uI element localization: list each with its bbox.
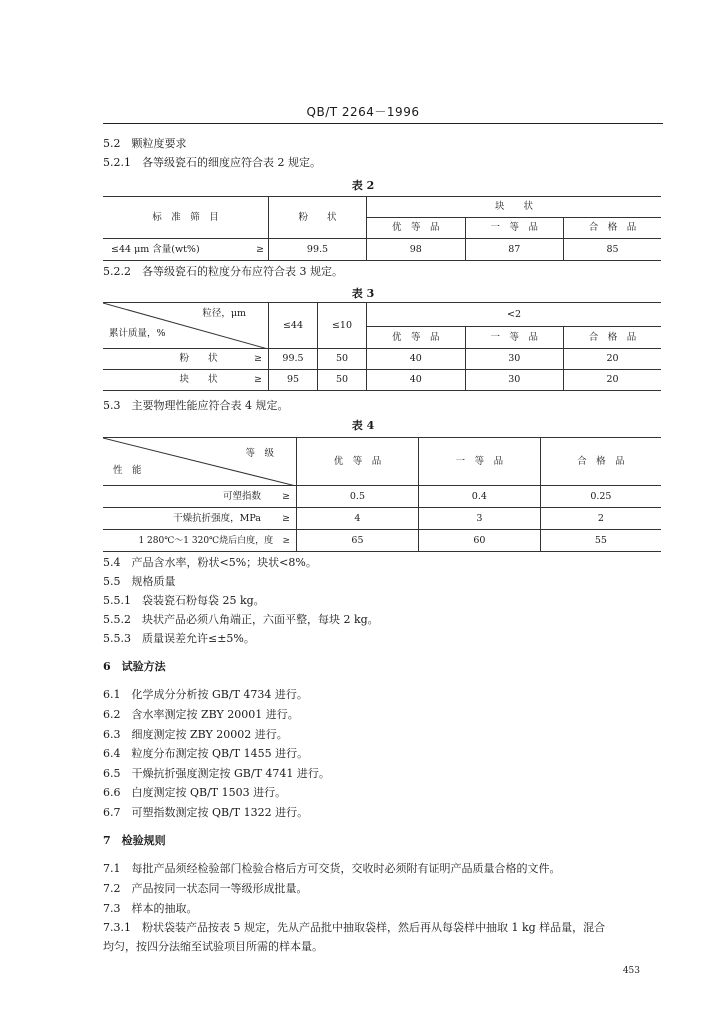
table3-grade-3: 合 格 品	[564, 327, 662, 349]
section-7-title: 7 检验规则	[103, 834, 166, 847]
table4-diagonal-line	[103, 438, 296, 486]
table4-row-3-label	[103, 530, 297, 552]
table3-caption: 表 3	[351, 287, 375, 300]
table4-cell: 0.5	[297, 486, 419, 508]
page-number: 453	[622, 966, 640, 976]
section-5-3-text: 5.3 主要物理性能应符合表 4 规定。	[103, 399, 289, 412]
table4-grade-3: 合 格 品	[540, 438, 661, 486]
table-2	[103, 196, 661, 261]
table3-cell: 99.5	[269, 349, 318, 370]
section-7-3-text: 7.3 样本的抽取。	[103, 902, 198, 915]
table3-header-2: <2	[367, 303, 662, 327]
table4-cell: 0.4	[418, 486, 540, 508]
section-5-2-title: 5.2 颗粒度要求	[103, 137, 187, 150]
section-5-5-2-text: 5.5.2 块状产品必须八角端正，六面平整，每块 2 kg。	[103, 613, 379, 626]
table3-header-44: ≤44	[269, 303, 318, 349]
section-6-4-text: 6.4 粒度分布测定按 QB/T 1455 进行。	[103, 747, 309, 760]
table3-cell: 40	[367, 349, 466, 370]
section-6-7-text: 6.7 可塑指数测定按 QB/T 1322 进行。	[103, 806, 309, 819]
section-6-2-text: 6.2 含水率测定按 ZBY 20001 进行。	[103, 708, 299, 721]
table2-row-label	[103, 239, 269, 261]
table2-value-grade-1: 98	[367, 239, 466, 261]
section-7-3-1-text: 7.3.1 粉状袋装产品按表 5 规定，先从产品批中抽取袋样，然后再从每袋样中抽取 1 kg 样品量，混合	[103, 921, 606, 934]
table3-diag-bottom: 累计质量，%	[109, 328, 166, 339]
table3-cell: 20	[564, 370, 662, 391]
section-5-5-title: 5.5 规格质量	[103, 575, 176, 588]
table3-cell: 95	[269, 370, 318, 391]
table4-cell: 65	[297, 530, 419, 552]
table-row	[103, 349, 661, 370]
table4-row-3-text: 1 280℃～1 320℃烧后白度，度	[138, 535, 274, 546]
table4-grade-2: 一 等 品	[418, 438, 540, 486]
table3-row-2-text: 块 状	[179, 374, 218, 385]
section-5-2-1-text: 5.2.1 各等级瓷石的细度应符合表 2 规定。	[103, 156, 321, 169]
table2-header-item: 标 准 筛 目	[103, 197, 269, 239]
table2-grade-3: 合 格 品	[564, 218, 662, 239]
table-row	[103, 486, 661, 508]
table4-cell: 3	[418, 508, 540, 530]
table3-header-10: ≤10	[318, 303, 367, 349]
table2-caption: 表 2	[351, 179, 375, 192]
table4-cell: 4	[297, 508, 419, 530]
table2-grade-1: 优 等 品	[367, 218, 466, 239]
table3-row-2-sign: ≥	[254, 374, 262, 385]
section-5-5-1-text: 5.5.1 袋装瓷石粉每袋 25 kg。	[103, 594, 265, 607]
table4-grade-1: 优 等 品	[297, 438, 419, 486]
table4-cell: 60	[418, 530, 540, 552]
standard-code-header: QB/T 2264－1996	[306, 105, 420, 119]
section-6-6-text: 6.6 白度测定按 QB/T 1503 进行。	[103, 786, 287, 799]
table3-grade-2: 一 等 品	[465, 327, 564, 349]
table3-row-1-sign: ≥	[254, 353, 262, 364]
table4-cell: 0.25	[540, 486, 661, 508]
table3-diag-top: 粒径，μm	[202, 308, 246, 319]
table2-value-powder: 99.5	[269, 239, 367, 261]
section-6-1-text: 6.1 化学成分分析按 GB/T 4734 进行。	[103, 688, 308, 701]
section-6-3-text: 6.3 细度测定按 ZBY 20002 进行。	[103, 728, 288, 741]
table4-row-1-text: 可塑指数	[222, 490, 261, 502]
table-row	[103, 530, 661, 552]
table4-row-2-text: 干燥抗折强度，MPa	[173, 512, 261, 524]
table3-cell: 40	[367, 370, 466, 391]
table4-row-1-sign: ≥	[282, 490, 290, 502]
table-row	[103, 370, 661, 391]
table3-cell: 30	[465, 370, 564, 391]
table-row	[103, 508, 661, 530]
header-rule	[103, 123, 663, 124]
table4-row-1-label	[103, 486, 297, 508]
table-3	[103, 302, 661, 391]
table3-grade-1: 优 等 品	[367, 327, 466, 349]
table2-row-sign: ≥	[256, 243, 264, 255]
table2-row-text: ≤44 μm 含量(wt%)	[111, 243, 200, 255]
section-6-5-text: 6.5 干燥抗折强度测定按 GB/T 4741 进行。	[103, 767, 330, 780]
section-6-title: 6 试验方法	[103, 660, 166, 673]
section-5-4-text: 5.4 产品含水率，粉状<5%；块状<8%。	[103, 556, 317, 569]
table4-diag-bottom: 性 能	[113, 465, 142, 476]
section-7-3-1-continued: 均匀，按四分法缩至试验项目所需的样本量。	[103, 940, 323, 953]
table3-cell: 30	[465, 349, 564, 370]
table4-row-3-sign: ≥	[282, 535, 290, 546]
table3-cell: 50	[318, 349, 367, 370]
table2-header-lump: 块 状	[367, 197, 662, 218]
table4-cell: 2	[540, 508, 661, 530]
table4-diagonal-header	[103, 438, 297, 486]
section-5-2-2-text: 5.2.2 各等级瓷石的粒度分布应符合表 3 规定。	[103, 265, 343, 278]
table4-row-2-label	[103, 508, 297, 530]
table-4	[103, 437, 661, 552]
table4-cell: 55	[540, 530, 661, 552]
section-7-2-text: 7.2 产品按同一状态同一等级形成批量。	[103, 882, 308, 895]
section-5-5-3-text: 5.5.3 质量误差允许≤±5%。	[103, 632, 255, 645]
table2-grade-2: 一 等 品	[465, 218, 564, 239]
table3-diagonal-header	[103, 303, 269, 349]
table2-header-powder: 粉 状	[269, 197, 367, 239]
table4-caption: 表 4	[351, 419, 375, 432]
table3-cell: 50	[318, 370, 367, 391]
table3-row-1-text: 粉 状	[179, 353, 218, 364]
section-7-1-text: 7.1 每批产品须经检验部门检验合格后方可交货，交收时必须附有证明产品质量合格的文件。	[103, 862, 561, 875]
table3-row-1-label	[103, 349, 269, 370]
table4-diag-top: 等 级	[245, 448, 274, 459]
table3-cell: 20	[564, 349, 662, 370]
table3-row-2-label	[103, 370, 269, 391]
table4-row-2-sign: ≥	[282, 512, 290, 524]
table2-value-grade-3: 85	[564, 239, 662, 261]
table2-value-grade-2: 87	[465, 239, 564, 261]
